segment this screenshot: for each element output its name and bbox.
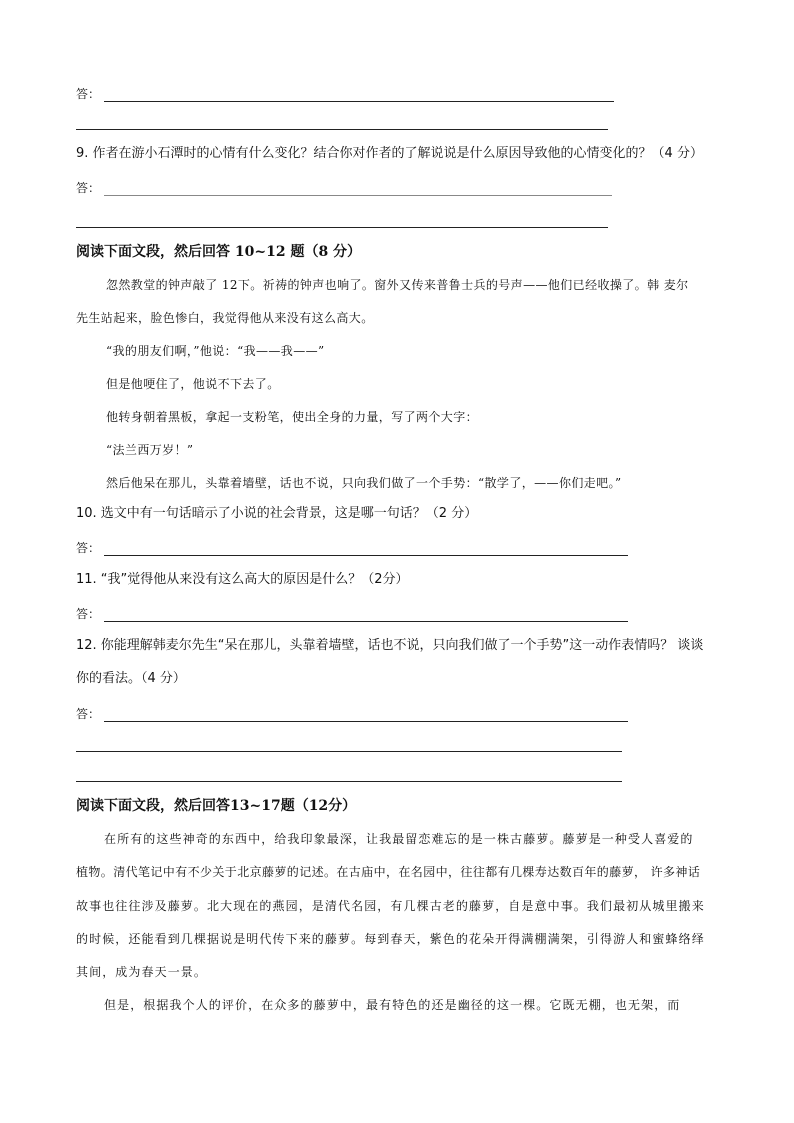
- question-10: 10. 选文中有一句话暗示了小说的社会背景，这是哪一句话？（2 分）: [76, 506, 478, 521]
- answer-label: 答：: [76, 607, 101, 621]
- passage-line: “我的朋友们啊，”他说：“我——我——”: [106, 344, 325, 358]
- answer-row-q10: [76, 532, 628, 556]
- passage-line: “法兰西万岁！”: [106, 443, 194, 457]
- answer-line[interactable]: [104, 100, 614, 102]
- passage-line: 但是他哽住了，他说不下去了。: [106, 377, 280, 391]
- answer-label: 答：: [76, 181, 101, 195]
- answer-row-q12: [76, 698, 628, 722]
- answer-label: 答：: [76, 707, 101, 721]
- answer-line-extra[interactable]: [76, 128, 608, 130]
- answer-label: 答：: [76, 87, 101, 101]
- passage-line: 他转身朝着黑板，拿起一支粉笔，使出全身的力量，写了两个大字：: [106, 410, 479, 424]
- answer-line-extra[interactable]: [76, 750, 622, 752]
- answer-line[interactable]: [104, 554, 628, 556]
- answer-line[interactable]: [104, 720, 628, 722]
- answer-line[interactable]: [104, 194, 612, 196]
- section-heading-10-12: 阅读下面文段，然后回答 10~12 题（8 分）: [76, 244, 362, 260]
- answer-line-extra[interactable]: [76, 780, 622, 782]
- question-12-line-2: 你的看法。（4 分）: [76, 671, 186, 686]
- passage-line: 先生站起来，脸色惨白，我觉得他从来没有这么高大。: [76, 311, 374, 325]
- answer-row-q11: [76, 598, 628, 622]
- answer-line-extra[interactable]: [76, 226, 608, 228]
- section-heading-13-17: 阅读下面文段，然后回答13~17题（12分）: [76, 798, 357, 814]
- passage-line: 忽然教堂的钟声敲了 12下。祈祷的钟声也响了。窗外又传来普鲁士兵的号声——他们已经收操了。韩 麦尔: [106, 278, 689, 292]
- answer-row-prev: [76, 78, 614, 102]
- passage-line: 植物。清代笔记中有不少关于北京藤萝的记述。在古庙中，在名园中，往往都有几棵寿达数百年的藤萝， 许多神话: [76, 865, 701, 879]
- question-12-line-1: 12. 你能理解韩麦尔先生“呆在那儿，头靠着墙壁，话也不说，只向我们做了一个手势”这一动作表情吗？ 谈谈: [76, 638, 704, 653]
- passage-line: 在所有的这些神奇的东西中，给我印象最深，让我最留恋难忘的是一株古藤萝。藤萝是一种受人喜爱的: [104, 832, 694, 846]
- answer-row-q9: [76, 172, 612, 196]
- passage-line: 的时候，还能看到几棵据说是明代传下来的藤萝。每到春天，紫色的花朵开得满棚满架，引得游人和蜜蜂络绎: [76, 932, 705, 946]
- answer-line[interactable]: [104, 620, 628, 622]
- answer-label: 答：: [76, 541, 101, 555]
- passage-line: 然后他呆在那儿，头靠着墙壁，话也不说，只向我们做了一个手势：“散学了，——你们走吧。”: [106, 476, 622, 490]
- question-11: 11. “我”觉得他从来没有这么高大的原因是什么？（2分）: [76, 572, 409, 587]
- passage-line: 其间，成为春天一景。: [76, 965, 208, 979]
- question-9: 9. 作者在游小石潭时的心情有什么变化？结合你对作者的了解说说是什么原因导致他的心情变化的？（4 分）: [76, 146, 703, 161]
- passage-line: 但是，根据我个人的评价，在众多的藤萝中，最有特色的还是幽径的这一棵。它既无棚，也无架，而: [104, 998, 681, 1012]
- passage-line: 故事也往往涉及藤萝。北大现在的燕园，是清代名园，有几棵古老的藤萝，自是意中事。我们最初从城里搬来: [76, 899, 705, 913]
